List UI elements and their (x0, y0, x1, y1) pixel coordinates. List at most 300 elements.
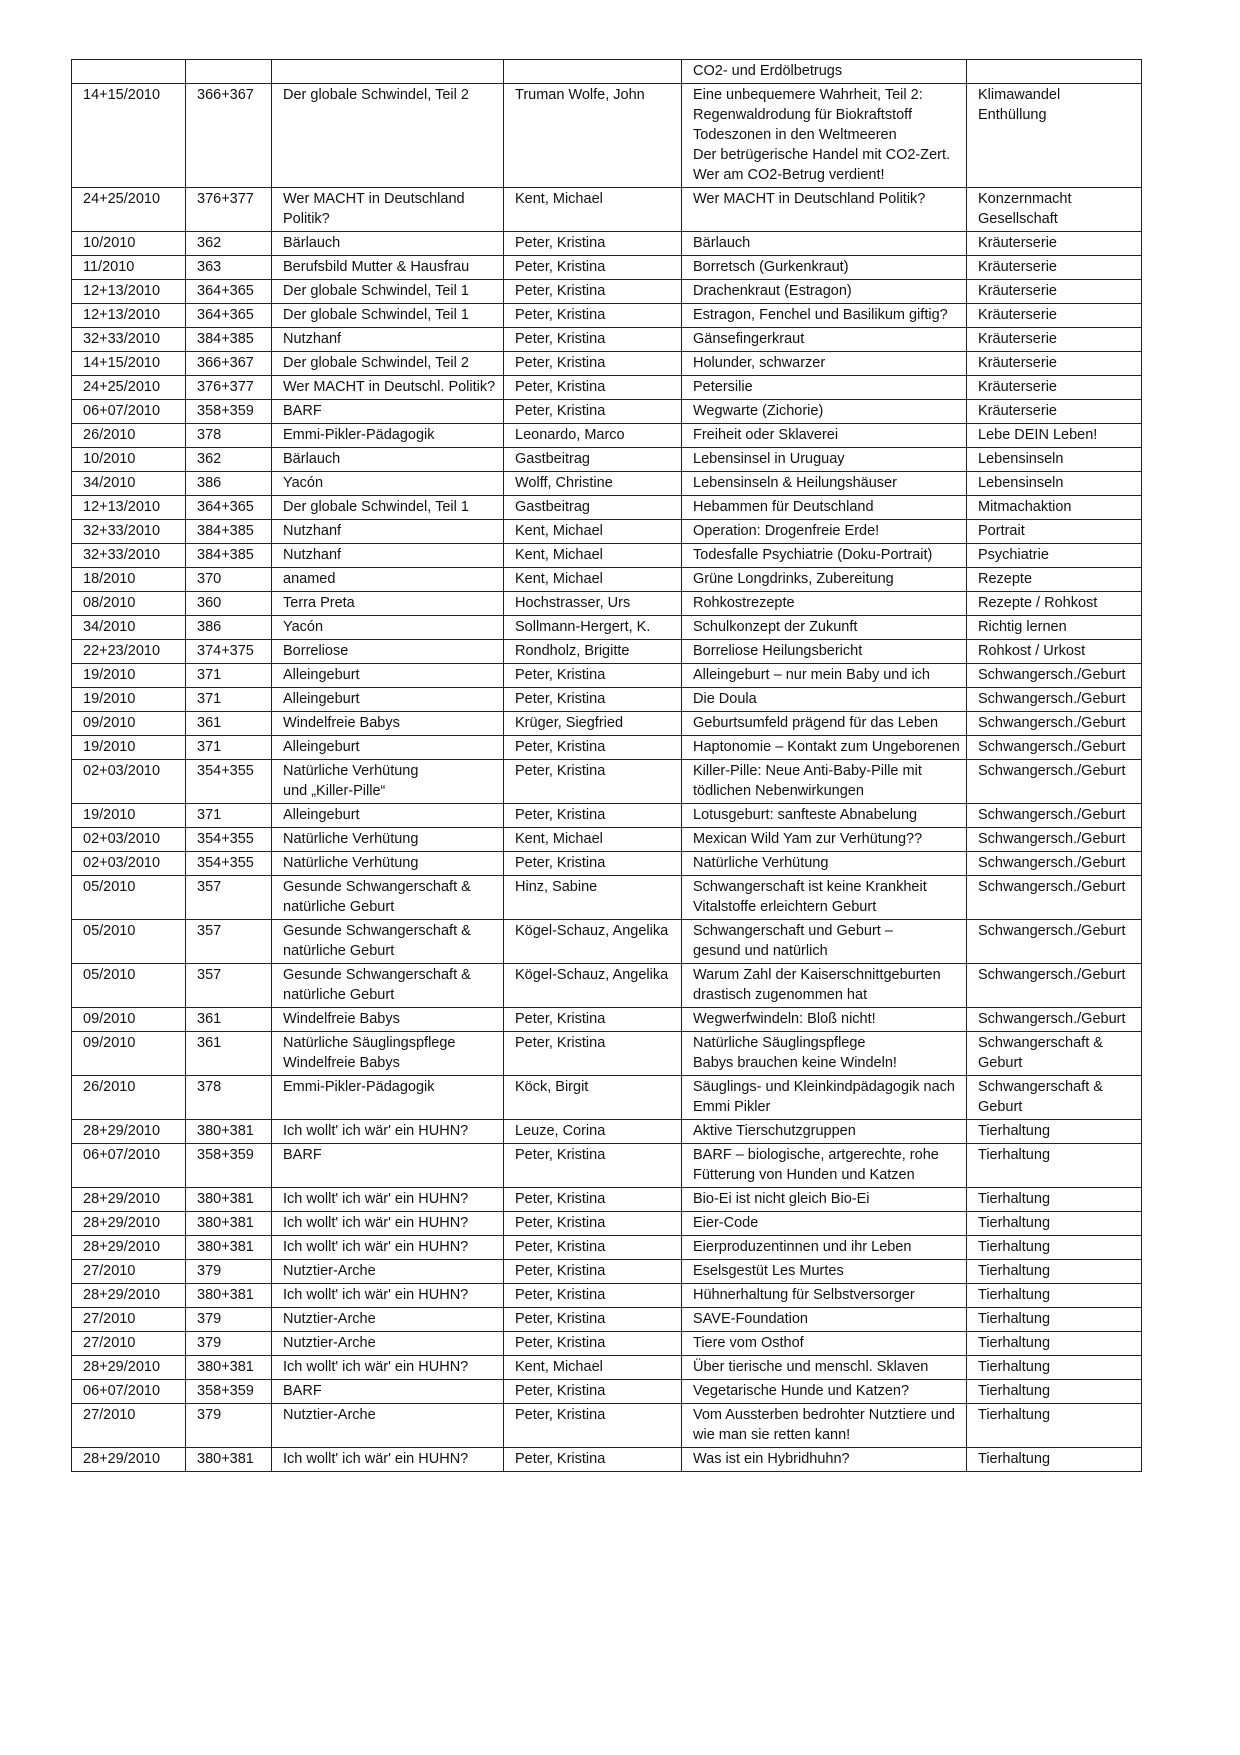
category-cell: Rezepte / Rohkost (967, 592, 1142, 616)
issue-title-cell: Bärlauch (272, 448, 504, 472)
issue-cell: 32+33/2010 (72, 328, 186, 352)
issue-cell: 34/2010 (72, 616, 186, 640)
page-number-cell: 380+381 (186, 1120, 272, 1144)
category-cell: Kräuterserie (967, 328, 1142, 352)
table-row (72, 424, 1142, 448)
author-cell: Peter, Kristina (504, 328, 682, 352)
issue-cell: 02+03/2010 (72, 760, 186, 804)
issue-cell: 24+25/2010 (72, 376, 186, 400)
article-title-cell: Grüne Longdrinks, Zubereitung (682, 568, 967, 592)
issue-title-cell: Alleingeburt (272, 664, 504, 688)
issue-cell: 28+29/2010 (72, 1212, 186, 1236)
author-cell: Peter, Kristina (504, 352, 682, 376)
category-cell: Schwangersch./Geburt (967, 712, 1142, 736)
article-title-cell: Haptonomie – Kontakt zum Ungeborenen (682, 736, 967, 760)
category-cell (967, 60, 1142, 84)
article-title-cell: Wegwerfwindeln: Bloß nicht! (682, 1008, 967, 1032)
category-cell: Konzernmacht Gesellschaft (967, 188, 1142, 232)
issue-cell: 27/2010 (72, 1308, 186, 1332)
table-row (72, 640, 1142, 664)
article-title-cell: Natürliche Säuglingspflege Babys brauchen keine Windeln! (682, 1032, 967, 1076)
category-cell: Mitmachaktion (967, 496, 1142, 520)
issue-title-cell: Windelfreie Babys (272, 1008, 504, 1032)
page-number-cell (186, 60, 272, 84)
page-number-cell: 379 (186, 1260, 272, 1284)
issue-title-cell: Natürliche Säuglingspflege Windelfreie Babys (272, 1032, 504, 1076)
table-row (72, 328, 1142, 352)
page-number-cell: 380+381 (186, 1212, 272, 1236)
table-row (72, 920, 1142, 964)
category-cell: Schwangersch./Geburt (967, 876, 1142, 920)
table-row (72, 736, 1142, 760)
issue-title-cell: Nutztier-Arche (272, 1308, 504, 1332)
article-title-cell: Lebensinsel in Uruguay (682, 448, 967, 472)
table-row (72, 1212, 1142, 1236)
article-title-cell: Bio-Ei ist nicht gleich Bio-Ei (682, 1188, 967, 1212)
issue-title-cell: Nutzhanf (272, 544, 504, 568)
issue-title-cell: Alleingeburt (272, 804, 504, 828)
table-row (72, 1236, 1142, 1260)
issue-title-cell: Nutztier-Arche (272, 1332, 504, 1356)
issue-cell: 19/2010 (72, 688, 186, 712)
category-cell: Schwangersch./Geburt (967, 828, 1142, 852)
table-row (72, 568, 1142, 592)
page-number-cell: 366+367 (186, 352, 272, 376)
author-cell: Kent, Michael (504, 1356, 682, 1380)
issue-title-cell: Der globale Schwindel, Teil 2 (272, 352, 504, 376)
page-number-cell: 370 (186, 568, 272, 592)
author-cell: Peter, Kristina (504, 1236, 682, 1260)
issue-title-cell: Natürliche Verhütung und „Killer-Pille“ (272, 760, 504, 804)
author-cell: Peter, Kristina (504, 376, 682, 400)
issue-title-cell: Windelfreie Babys (272, 712, 504, 736)
author-cell: Peter, Kristina (504, 1188, 682, 1212)
author-cell: Kent, Michael (504, 828, 682, 852)
issue-cell: 34/2010 (72, 472, 186, 496)
table-row (72, 232, 1142, 256)
issue-title-cell: Gesunde Schwangerschaft & natürliche Geburt (272, 920, 504, 964)
table-row (72, 1260, 1142, 1284)
issue-title-cell: Gesunde Schwangerschaft & natürliche Geburt (272, 876, 504, 920)
page-number-cell: 371 (186, 804, 272, 828)
category-cell: Tierhaltung (967, 1356, 1142, 1380)
category-cell: Tierhaltung (967, 1236, 1142, 1260)
category-cell: Rohkost / Urkost (967, 640, 1142, 664)
page-number-cell: 358+359 (186, 1144, 272, 1188)
issue-title-cell: Ich wollt' ich wär' ein HUHN? (272, 1356, 504, 1380)
author-cell: Peter, Kristina (504, 304, 682, 328)
table-row (72, 1284, 1142, 1308)
author-cell: Peter, Kristina (504, 400, 682, 424)
category-cell: Schwangersch./Geburt (967, 920, 1142, 964)
issue-title-cell: Borreliose (272, 640, 504, 664)
article-title-cell: Mexican Wild Yam zur Verhütung?? (682, 828, 967, 852)
table-row (72, 256, 1142, 280)
article-title-cell: Killer-Pille: Neue Anti-Baby-Pille mit tödlichen Nebenwirkungen (682, 760, 967, 804)
page-number-cell: 374+375 (186, 640, 272, 664)
table-row (72, 544, 1142, 568)
table-row (72, 448, 1142, 472)
article-title-cell: Holunder, schwarzer (682, 352, 967, 376)
issue-cell: 28+29/2010 (72, 1356, 186, 1380)
issue-title-cell: Der globale Schwindel, Teil 1 (272, 304, 504, 328)
article-title-cell: Tiere vom Osthof (682, 1332, 967, 1356)
page-number-cell: 358+359 (186, 1380, 272, 1404)
table-row (72, 1188, 1142, 1212)
page-number-cell: 364+365 (186, 280, 272, 304)
article-title-cell: Schwangerschaft und Geburt – gesund und natürlich (682, 920, 967, 964)
issue-cell: 27/2010 (72, 1260, 186, 1284)
issue-cell: 05/2010 (72, 876, 186, 920)
page-number-cell: 380+381 (186, 1448, 272, 1472)
article-title-cell: Petersilie (682, 376, 967, 400)
page-number-cell: 357 (186, 920, 272, 964)
category-cell: Tierhaltung (967, 1260, 1142, 1284)
category-cell: Kräuterserie (967, 352, 1142, 376)
table-row (72, 1356, 1142, 1380)
author-cell: Truman Wolfe, John (504, 84, 682, 188)
issue-cell: 06+07/2010 (72, 1380, 186, 1404)
article-title-cell: Wer MACHT in Deutschland Politik? (682, 188, 967, 232)
issue-title-cell: Bärlauch (272, 232, 504, 256)
author-cell: Peter, Kristina (504, 664, 682, 688)
table-row (72, 828, 1142, 852)
table-row (72, 84, 1142, 188)
issue-title-cell: BARF (272, 1380, 504, 1404)
issue-cell: 32+33/2010 (72, 544, 186, 568)
author-cell: Peter, Kristina (504, 852, 682, 876)
table-body (72, 60, 1142, 1472)
article-title-cell: Wegwarte (Zichorie) (682, 400, 967, 424)
category-cell: Tierhaltung (967, 1308, 1142, 1332)
issue-title-cell: Gesunde Schwangerschaft & natürliche Geburt (272, 964, 504, 1008)
article-title-cell: Rohkostrezepte (682, 592, 967, 616)
table-row (72, 1144, 1142, 1188)
page-number-cell: 376+377 (186, 376, 272, 400)
author-cell: Peter, Kristina (504, 1380, 682, 1404)
author-cell: Hinz, Sabine (504, 876, 682, 920)
author-cell: Gastbeitrag (504, 448, 682, 472)
category-cell: Tierhaltung (967, 1284, 1142, 1308)
page-number-cell: 361 (186, 1032, 272, 1076)
issue-title-cell: Nutzhanf (272, 328, 504, 352)
page-number-cell: 362 (186, 448, 272, 472)
article-title-cell: Eierproduzentinnen und ihr Leben (682, 1236, 967, 1260)
issue-title-cell: Berufsbild Mutter & Hausfrau (272, 256, 504, 280)
article-title-cell: Was ist ein Hybridhuhn? (682, 1448, 967, 1472)
author-cell: Kent, Michael (504, 568, 682, 592)
issue-title-cell: Ich wollt' ich wär' ein HUHN? (272, 1120, 504, 1144)
page-number-cell: 357 (186, 876, 272, 920)
article-title-cell: Geburtsumfeld prägend für das Leben (682, 712, 967, 736)
category-cell: Klimawandel Enthüllung (967, 84, 1142, 188)
category-cell: Tierhaltung (967, 1448, 1142, 1472)
article-index-table (71, 59, 1142, 1472)
table-row (72, 688, 1142, 712)
page-number-cell: 378 (186, 1076, 272, 1120)
page-number-cell: 357 (186, 964, 272, 1008)
page-number-cell: 380+381 (186, 1284, 272, 1308)
table-row (72, 472, 1142, 496)
issue-cell: 12+13/2010 (72, 496, 186, 520)
category-cell: Tierhaltung (967, 1380, 1142, 1404)
table-row (72, 760, 1142, 804)
page-number-cell: 354+355 (186, 828, 272, 852)
issue-title-cell: Ich wollt' ich wär' ein HUHN? (272, 1236, 504, 1260)
table-row (72, 1120, 1142, 1144)
article-title-cell: Drachenkraut (Estragon) (682, 280, 967, 304)
category-cell: Tierhaltung (967, 1332, 1142, 1356)
article-title-cell: Vom Aussterben bedrohter Nutztiere und wie man sie retten kann! (682, 1404, 967, 1448)
author-cell: Peter, Kristina (504, 1404, 682, 1448)
author-cell: Kent, Michael (504, 188, 682, 232)
category-cell: Tierhaltung (967, 1144, 1142, 1188)
category-cell: Schwangersch./Geburt (967, 964, 1142, 1008)
author-cell: Wolff, Christine (504, 472, 682, 496)
issue-cell: 19/2010 (72, 736, 186, 760)
issue-title-cell: Yacón (272, 616, 504, 640)
issue-title-cell: Emmi-Pikler-Pädagogik (272, 424, 504, 448)
issue-cell: 09/2010 (72, 1032, 186, 1076)
category-cell: Kräuterserie (967, 304, 1142, 328)
page-number-cell: 364+365 (186, 304, 272, 328)
issue-cell: 08/2010 (72, 592, 186, 616)
category-cell: Kräuterserie (967, 376, 1142, 400)
issue-title-cell: Alleingeburt (272, 688, 504, 712)
page-number-cell: 380+381 (186, 1188, 272, 1212)
table-row (72, 876, 1142, 920)
page-number-cell: 379 (186, 1404, 272, 1448)
issue-cell: 06+07/2010 (72, 400, 186, 424)
author-cell: Peter, Kristina (504, 256, 682, 280)
issue-title-cell: Wer MACHT in Deutschl. Politik? (272, 376, 504, 400)
category-cell: Tierhaltung (967, 1212, 1142, 1236)
page-number-cell: 386 (186, 472, 272, 496)
author-cell: Kent, Michael (504, 520, 682, 544)
article-title-cell: Borreliose Heilungsbericht (682, 640, 967, 664)
issue-cell: 12+13/2010 (72, 304, 186, 328)
author-cell: Peter, Kristina (504, 760, 682, 804)
category-cell: Tierhaltung (967, 1404, 1142, 1448)
table-row (72, 352, 1142, 376)
article-title-cell: Vegetarische Hunde und Katzen? (682, 1380, 967, 1404)
category-cell: Kräuterserie (967, 280, 1142, 304)
author-cell: Peter, Kristina (504, 1032, 682, 1076)
table-row (72, 852, 1142, 876)
issue-cell: 05/2010 (72, 964, 186, 1008)
issue-title-cell: Der globale Schwindel, Teil 2 (272, 84, 504, 188)
page-number-cell: 354+355 (186, 760, 272, 804)
article-title-cell: Natürliche Verhütung (682, 852, 967, 876)
issue-title-cell: Ich wollt' ich wär' ein HUHN? (272, 1448, 504, 1472)
author-cell: Peter, Kristina (504, 804, 682, 828)
category-cell: Schwangerschaft & Geburt (967, 1076, 1142, 1120)
category-cell: Schwangersch./Geburt (967, 664, 1142, 688)
issue-title-cell: Nutzhanf (272, 520, 504, 544)
issue-title-cell: Alleingeburt (272, 736, 504, 760)
issue-cell: 02+03/2010 (72, 852, 186, 876)
article-title-cell: Gänsefingerkraut (682, 328, 967, 352)
author-cell: Gastbeitrag (504, 496, 682, 520)
issue-cell: 32+33/2010 (72, 520, 186, 544)
table-row (72, 664, 1142, 688)
issue-cell: 14+15/2010 (72, 352, 186, 376)
article-title-cell: Schulkonzept der Zukunft (682, 616, 967, 640)
issue-cell: 28+29/2010 (72, 1120, 186, 1144)
category-cell: Schwangersch./Geburt (967, 736, 1142, 760)
article-title-cell: CO2- und Erdölbetrugs (682, 60, 967, 84)
page-number-cell: 371 (186, 688, 272, 712)
issue-cell: 28+29/2010 (72, 1284, 186, 1308)
issue-cell: 09/2010 (72, 1008, 186, 1032)
author-cell: Peter, Kristina (504, 1144, 682, 1188)
page-number-cell: 361 (186, 1008, 272, 1032)
issue-title-cell: Natürliche Verhütung (272, 852, 504, 876)
issue-cell: 10/2010 (72, 448, 186, 472)
page-number-cell: 384+385 (186, 328, 272, 352)
issue-cell: 14+15/2010 (72, 84, 186, 188)
issue-cell: 24+25/2010 (72, 188, 186, 232)
issue-cell: 28+29/2010 (72, 1188, 186, 1212)
author-cell: Peter, Kristina (504, 1448, 682, 1472)
author-cell: Kögel-Schauz, Angelika (504, 920, 682, 964)
author-cell: Peter, Kristina (504, 1284, 682, 1308)
page-number-cell: 361 (186, 712, 272, 736)
article-title-cell: SAVE-Foundation (682, 1308, 967, 1332)
article-title-cell: Eine unbequemere Wahrheit, Teil 2: Regenwaldrodung für Biokraftstoff Todeszonen in den Weltmeeren Der betrügerische Handel mit CO2-Zert. Wer am CO2-Betrug verdient! (682, 84, 967, 188)
category-cell: Kräuterserie (967, 400, 1142, 424)
issue-cell: 26/2010 (72, 1076, 186, 1120)
category-cell: Schwangersch./Geburt (967, 688, 1142, 712)
page-number-cell: 380+381 (186, 1356, 272, 1380)
page-number-cell: 364+365 (186, 496, 272, 520)
issue-title-cell: Ich wollt' ich wär' ein HUHN? (272, 1188, 504, 1212)
article-title-cell: Bärlauch (682, 232, 967, 256)
issue-cell (72, 60, 186, 84)
page-number-cell: 360 (186, 592, 272, 616)
issue-cell: 26/2010 (72, 424, 186, 448)
article-title-cell: Estragon, Fenchel und Basilikum giftig? (682, 304, 967, 328)
author-cell: Peter, Kristina (504, 232, 682, 256)
issue-title-cell: Der globale Schwindel, Teil 1 (272, 280, 504, 304)
category-cell: Rezepte (967, 568, 1142, 592)
article-title-cell: Säuglings- und Kleinkindpädagogik nach Emmi Pikler (682, 1076, 967, 1120)
page-number-cell: 366+367 (186, 84, 272, 188)
table-row (72, 188, 1142, 232)
table-row (72, 520, 1142, 544)
issue-cell: 06+07/2010 (72, 1144, 186, 1188)
issue-title-cell (272, 60, 504, 84)
author-cell: Leuze, Corina (504, 1120, 682, 1144)
category-cell: Tierhaltung (967, 1188, 1142, 1212)
author-cell: Leonardo, Marco (504, 424, 682, 448)
article-title-cell: Die Doula (682, 688, 967, 712)
table-row (72, 1404, 1142, 1448)
article-title-cell: Eier-Code (682, 1212, 967, 1236)
table-row (72, 1008, 1142, 1032)
issue-cell: 27/2010 (72, 1404, 186, 1448)
issue-title-cell: anamed (272, 568, 504, 592)
page-number-cell: 362 (186, 232, 272, 256)
table-row (72, 804, 1142, 828)
category-cell: Schwangersch./Geburt (967, 760, 1142, 804)
table-row (72, 1032, 1142, 1076)
issue-title-cell: Wer MACHT in Deutschland Politik? (272, 188, 504, 232)
author-cell: Peter, Kristina (504, 1332, 682, 1356)
author-cell: Peter, Kristina (504, 736, 682, 760)
author-cell: Hochstrasser, Urs (504, 592, 682, 616)
issue-cell: 11/2010 (72, 256, 186, 280)
page-number-cell: 380+381 (186, 1236, 272, 1260)
issue-cell: 19/2010 (72, 664, 186, 688)
table-row (72, 1332, 1142, 1356)
article-title-cell: Lebensinseln & Heilungshäuser (682, 472, 967, 496)
author-cell: Peter, Kristina (504, 688, 682, 712)
article-title-cell: Todesfalle Psychiatrie (Doku-Portrait) (682, 544, 967, 568)
article-title-cell: Über tierische und menschl. Sklaven (682, 1356, 967, 1380)
issue-cell: 19/2010 (72, 804, 186, 828)
author-cell: Peter, Kristina (504, 280, 682, 304)
page-number-cell: 386 (186, 616, 272, 640)
page-number-cell: 384+385 (186, 544, 272, 568)
category-cell: Tierhaltung (967, 1120, 1142, 1144)
issue-title-cell: Ich wollt' ich wär' ein HUHN? (272, 1284, 504, 1308)
category-cell: Lebe DEIN Leben! (967, 424, 1142, 448)
issue-title-cell: Emmi-Pikler-Pädagogik (272, 1076, 504, 1120)
page-number-cell: 378 (186, 424, 272, 448)
issue-title-cell: Nutztier-Arche (272, 1404, 504, 1448)
page-number-cell: 371 (186, 736, 272, 760)
table-row (72, 60, 1142, 84)
issue-cell: 28+29/2010 (72, 1236, 186, 1260)
article-title-cell: Aktive Tierschutzgruppen (682, 1120, 967, 1144)
table-row (72, 496, 1142, 520)
category-cell: Richtig lernen (967, 616, 1142, 640)
issue-cell: 22+23/2010 (72, 640, 186, 664)
article-title-cell: Hebammen für Deutschland (682, 496, 967, 520)
category-cell: Schwangerschaft & Geburt (967, 1032, 1142, 1076)
category-cell: Lebensinseln (967, 472, 1142, 496)
category-cell: Schwangersch./Geburt (967, 852, 1142, 876)
issue-title-cell: Natürliche Verhütung (272, 828, 504, 852)
article-title-cell: Alleingeburt – nur mein Baby und ich (682, 664, 967, 688)
table-row (72, 400, 1142, 424)
issue-cell: 02+03/2010 (72, 828, 186, 852)
page-number-cell: 376+377 (186, 188, 272, 232)
author-cell: Peter, Kristina (504, 1308, 682, 1332)
issue-title-cell: Ich wollt' ich wär' ein HUHN? (272, 1212, 504, 1236)
page-number-cell: 358+359 (186, 400, 272, 424)
issue-cell: 09/2010 (72, 712, 186, 736)
issue-title-cell: Terra Preta (272, 592, 504, 616)
author-cell: Peter, Kristina (504, 1212, 682, 1236)
page-number-cell: 384+385 (186, 520, 272, 544)
article-title-cell: Warum Zahl der Kaiserschnittgeburten drastisch zugenommen hat (682, 964, 967, 1008)
article-title-cell: Freiheit oder Sklaverei (682, 424, 967, 448)
category-cell: Schwangersch./Geburt (967, 1008, 1142, 1032)
article-title-cell: Schwangerschaft ist keine Krankheit Vitalstoffe erleichtern Geburt (682, 876, 967, 920)
issue-title-cell: BARF (272, 1144, 504, 1188)
table-row (72, 592, 1142, 616)
table-row (72, 712, 1142, 736)
issue-cell: 05/2010 (72, 920, 186, 964)
table-row (72, 376, 1142, 400)
table-row (72, 1308, 1142, 1332)
page-number-cell: 379 (186, 1308, 272, 1332)
category-cell: Lebensinseln (967, 448, 1142, 472)
table-row (72, 304, 1142, 328)
category-cell: Schwangersch./Geburt (967, 804, 1142, 828)
